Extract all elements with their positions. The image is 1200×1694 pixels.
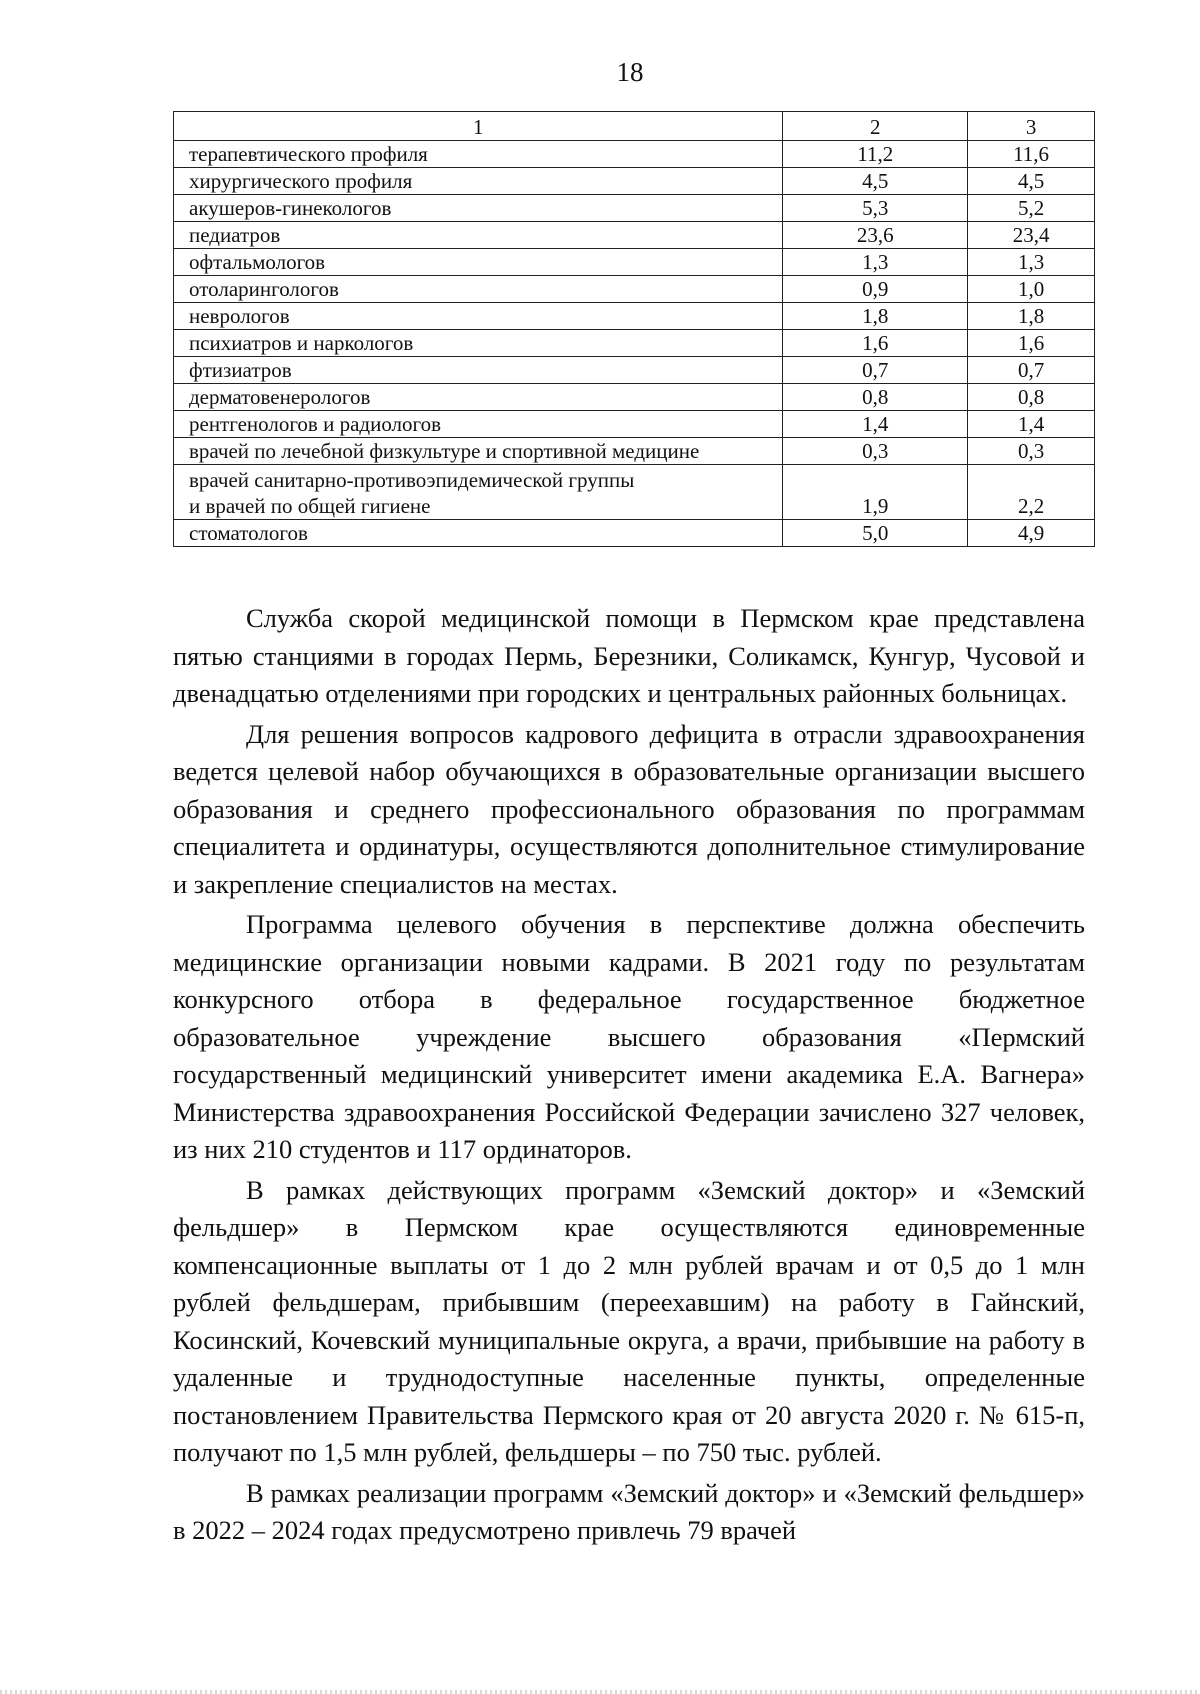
table-row	[174, 276, 1095, 303]
row-label: дерматовенерологов	[174, 384, 783, 411]
table-row	[174, 384, 1095, 411]
row-value-col2: 23,6	[783, 222, 968, 249]
table-row	[174, 330, 1095, 357]
table-row	[174, 303, 1095, 330]
row-label: хирургического профиля	[174, 168, 783, 195]
row-label: акушеров-гинекологов	[174, 195, 783, 222]
row-label: стоматологов	[174, 520, 783, 547]
table-row	[174, 195, 1095, 222]
row-value-col3: 2,2	[968, 465, 1095, 520]
row-value-col2: 1,8	[783, 303, 968, 330]
row-label: неврологов	[174, 303, 783, 330]
scan-edge-artifact	[0, 1690, 1200, 1694]
table-row	[174, 141, 1095, 168]
table-header-row	[174, 112, 1095, 141]
table-row	[174, 438, 1095, 465]
column-header-2: 2	[783, 112, 968, 141]
paragraph-ambulance-service: Служба скорой медицинской помощи в Пермском крае представлена пятью станциями в городах Пермь, Березники, Соликамск, Кунгур, Чусовой и двенадцатью отделениями при городских и центральных районных больницах.	[173, 603, 1085, 708]
row-value-col3: 0,3	[968, 438, 1095, 465]
row-label: фтизиатров	[174, 357, 783, 384]
table-row	[174, 411, 1095, 438]
row-label: рентгенологов и радиологов	[174, 411, 783, 438]
row-value-col2: 0,8	[783, 384, 968, 411]
row-value-col2: 0,7	[783, 357, 968, 384]
table-row	[174, 520, 1095, 547]
row-value-col3: 23,4	[968, 222, 1095, 249]
row-value-col3: 1,3	[968, 249, 1095, 276]
row-value-col3: 0,7	[968, 357, 1095, 384]
row-value-col2: 1,6	[783, 330, 968, 357]
table-row	[174, 168, 1095, 195]
row-value-col2: 4,5	[783, 168, 968, 195]
row-label: офтальмологов	[174, 249, 783, 276]
row-value-col3: 1,6	[968, 330, 1095, 357]
column-header-3: 3	[968, 112, 1095, 141]
row-value-col2: 1,9	[783, 465, 968, 520]
row-value-col3: 1,4	[968, 411, 1095, 438]
row-value-col3: 4,9	[968, 520, 1095, 547]
staffing-table	[173, 111, 1095, 547]
row-label: терапевтического профиля	[174, 141, 783, 168]
paragraph-zemsky-plan: В рамках реализации программ «Земский доктор» и «Земский фельдшер» в 2022 – 2024 годах предусмотрено привлечь 79 врачей	[173, 1477, 1085, 1545]
body-text	[173, 600, 1085, 1553]
column-header-1: 1	[174, 112, 783, 141]
row-label-line: врачей санитарно-противоэпидемической группы	[189, 468, 635, 492]
row-value-col3: 0,8	[968, 384, 1095, 411]
row-value-col2: 1,3	[783, 249, 968, 276]
row-value-col2: 11,2	[783, 141, 968, 168]
row-value-col2: 0,3	[783, 438, 968, 465]
row-value-col3: 1,0	[968, 276, 1095, 303]
row-value-col3: 4,5	[968, 168, 1095, 195]
page-number: 18	[616, 57, 644, 87]
row-label: психиатров и наркологов	[174, 330, 783, 357]
paragraph-staff-shortage: Для решения вопросов кадрового дефицита в отрасли здравоохранения ведется целевой набор обучающихся в образовательные организации высшего образования и среднего профессионального образования по программам специалитета и ординатуры, осуществляются дополнительное стимулирование и закрепление специалистов на местах.	[173, 718, 1085, 899]
row-label: педиатров	[174, 222, 783, 249]
row-value-col2: 1,4	[783, 411, 968, 438]
row-value-col2: 0,9	[783, 276, 968, 303]
row-value-col2: 5,3	[783, 195, 968, 222]
paragraph-zemsky-payments: В рамках действующих программ «Земский доктор» и «Земский фельдшер» в Пермском крае осуществляются единовременные компенсационные выплаты от 1 до 2 млн рублей врачам и от 0,5 до 1 млн рублей фельдшерам, прибывшим (переехавшим) на работу в Гайнский, Косинский, Кочевский муниципальные округа, а врачи, прибывшие на работу в удаленные и труднодоступные населенные пункты, определенные постановлением Правительства Пермского края от 20 августа 2020 г. № 615-п, получают по 1,5 млн рублей, фельдшеры – по 750 тыс. рублей.	[173, 1174, 1085, 1467]
table-row	[174, 357, 1095, 384]
row-label-multiline	[174, 465, 783, 520]
table-row	[174, 465, 1095, 520]
paragraph-targeted-training: Программа целевого обучения в перспективе должна обеспечить медицинские организации новыми кадрами. В 2021 году по результатам конкурсного отбора в федеральное государственное бюджетное образовательное учреждение высшего образования «Пермский государственный медицинский университет имени академика Е.А. Вагнера» Министерства здравоохранения Российской Федерации зачислено 327 человек, из них 210 студентов и 117 ординаторов.	[173, 909, 1085, 1164]
table-row	[174, 249, 1095, 276]
row-value-col2: 5,0	[783, 520, 968, 547]
row-label: врачей по лечебной физкультуре и спортивной медицине	[174, 438, 783, 465]
row-value-col3: 11,6	[968, 141, 1095, 168]
row-value-col3: 1,8	[968, 303, 1095, 330]
row-value-col3: 5,2	[968, 195, 1095, 222]
row-label-line: и врачей по общей гигиене	[189, 494, 431, 518]
row-label: отоларингологов	[174, 276, 783, 303]
table-row	[174, 222, 1095, 249]
